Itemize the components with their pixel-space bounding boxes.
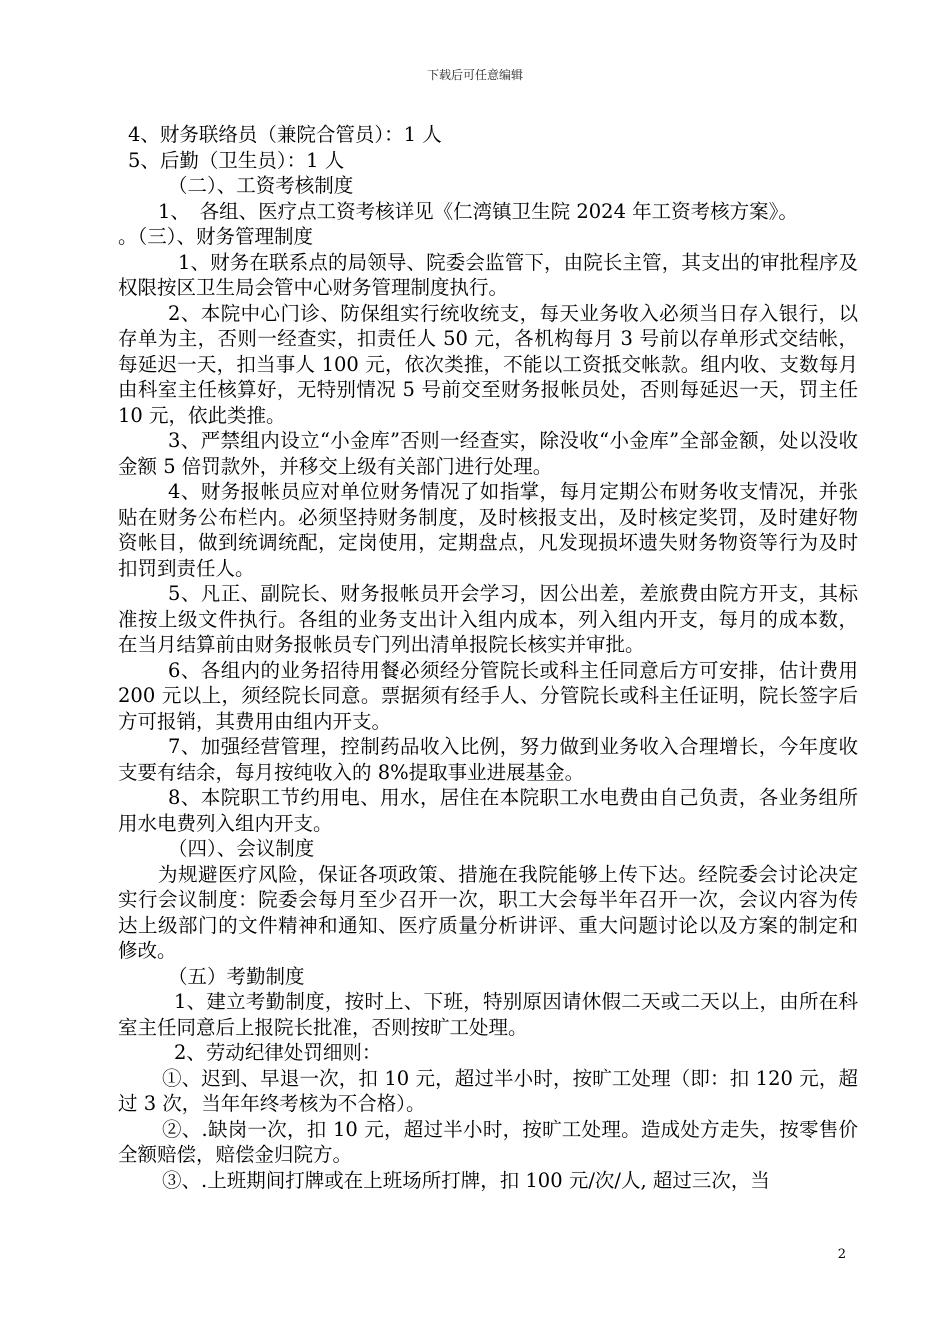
paragraph: 2、本院中心门诊、防保组实行统收统支，每天业务收入必须当日存入银行，以存单为主，否则一经查实，扣责任人 50 元，各机构每月 3 号前以存单形式交结帐，每延迟一天，扣当事人 100 元，依次类推，不能以工资抵交帐款。组内收、支数每月由科室主任核算好，无特别情况 5 号前交至财务报帐员处，否则每延迟一天，罚主任 10 元，依此类推。 bbox=[118, 301, 858, 427]
document-body bbox=[118, 122, 858, 1193]
section-heading: （二）、工资考核制度 bbox=[168, 174, 354, 197]
section-heading: 。（三）、财务管理制度 bbox=[118, 225, 314, 248]
section-heading: （五）考勤制度 bbox=[168, 964, 305, 988]
paragraph: 3、严禁组内设立“小金库”否则一经查实，除没收“小金库”全部金额，处以没收金额 5 倍罚款外，并移交上级有关部门进行处理。 bbox=[118, 429, 858, 478]
paragraph: 8、本院职工节约用电、用水，居住在本院职工水电费由自己负责，各业务组所用水电费列入组内开支。 bbox=[118, 786, 858, 835]
paragraph: 5、后勤（卫生员）：1 人 bbox=[128, 148, 345, 172]
section-heading: （四）、会议制度 bbox=[168, 837, 315, 860]
paragraph: 6、各组内的业务招待用餐必须经分管院长或科主任同意后方可安排，估计费用 200 元以上，须经院长同意。票据须有经手人、分管院长或科主任证明，院长签字后方可报销，其费用由组内开支。 bbox=[118, 658, 858, 733]
paragraph: 2、劳动纪律处罚细则： bbox=[174, 1041, 382, 1064]
paragraph: 1、财务在联系点的局领导、院委会监管下，由院长主管，其支出的审批程序及权限按区卫生局会管中心财务管理制度执行。 bbox=[118, 250, 858, 299]
list-item: ②、.缺岗一次，扣 10 元，超过半小时，按旷工处理。造成处方走失，按零售价全额赔偿，赔偿金归院方。 bbox=[118, 1117, 858, 1166]
paragraph: 5、凡正、副院长、财务报帐员开会学习，因公出差，差旅费由院方开支，其标准按上级文件执行。各组的业务支出计入组内成本，列入组内开支，每月的成本数，在当月结算前由财务报帐员专门列出清单报院长核实并审批。 bbox=[118, 582, 858, 656]
paragraph: 1、 各组、医疗点工资考核详见《仁湾镇卫生院 2024 年工资考核方案》。 bbox=[158, 199, 798, 223]
page-number: 2 bbox=[837, 1247, 846, 1262]
page-header: 下载后可任意编辑 bbox=[426, 68, 523, 82]
list-item: ①、迟到、早退一次，扣 10 元，超过半小时，按旷工处理（即：扣 120 元，超过 3 次，当年年终考核为不合格）。 bbox=[118, 1066, 858, 1115]
paragraph: 7、加强经营管理，控制药品收入比例，努力做到业务收入合理增长，今年度收支要有结余，每月按纯收入的 8%提取事业进展基金。 bbox=[118, 735, 858, 784]
paragraph: 1、建立考勤制度，按时上、下班，特别原因请休假二天或二天以上，由所在科室主任同意后上报院长批准，否则按旷工处理。 bbox=[118, 990, 858, 1039]
paragraph: 4、财务报帐员应对单位财务情况了如指掌，每月定期公布财务收支情况，并张贴在财务公布栏内。必须坚持财务制度，及时核报支出，及时核定奖罚，及时建好物资帐目，做到统调统配，定岗使用，定期盘点，凡发现损坏遗失财务物资等行为及时扣罚到责任人。 bbox=[118, 480, 858, 580]
list-item: ③、.上班期间打牌或在上班场所打牌，扣 100 元/次/人, 超过三次，当 bbox=[162, 1168, 770, 1192]
paragraph: 为规避医疗风险，保证各项政策、措施在我院能够上传下达。经院委会讨论决定实行会议制度：院委会每月至少召开一次，职工大会每半年召开一次，会议内容为传达上级部门的文件精神和通知、医疗质量分析讲评、重大问题讨论以及方案的制定和修改。 bbox=[118, 862, 858, 962]
paragraph: 4、财务联络员（兼院合管员）：1 人 bbox=[128, 123, 442, 146]
